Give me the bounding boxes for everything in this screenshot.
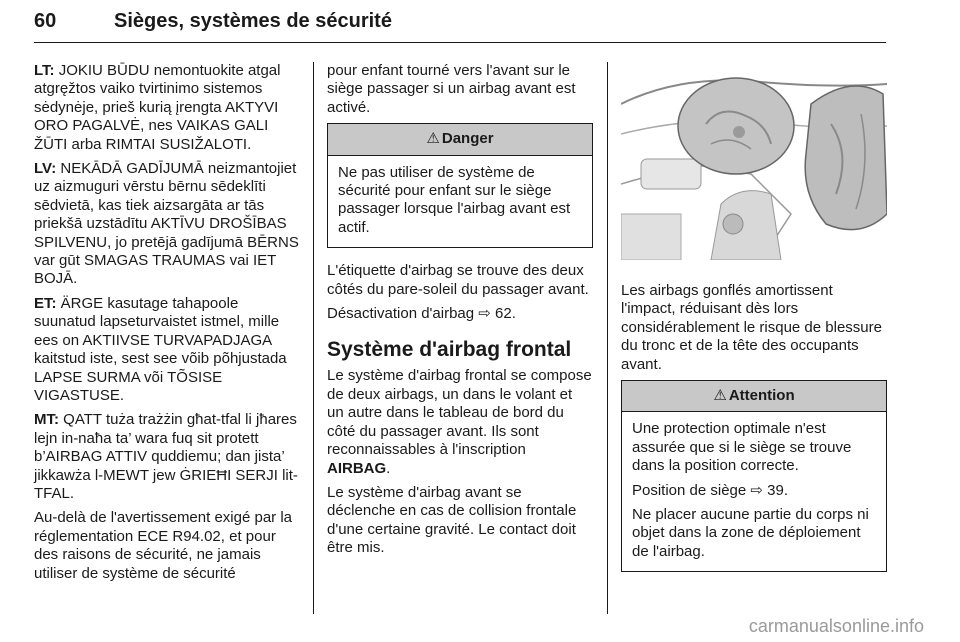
column-1: [34, 62, 300, 589]
column-divider: [313, 62, 314, 614]
section-heading: Système d'airbag frontal: [327, 338, 572, 362]
paragraph-label-location: L'étiquette d'airbag se trouve des deux côtés du pare-soleil du passager avant.: [327, 262, 589, 298]
paragraph-mt: MT: QATT tuża trażżin għat-tfal li jħares lejn in-naħa ta’ wara fuq sit protett b’AIRBAG ATTIV quddiemu; dan jista’ jikkawża l-MEWT jew ĠRIEĦI SERJI lit-TFAL.: [34, 411, 298, 502]
danger-box-header: ⚠ Danger: [328, 124, 592, 155]
airbag-illustration: [621, 64, 887, 260]
paragraph-system-desc: Le système d'airbag frontal se compose de deux airbags, un dans le volant et un autre dans le tableau de bord du côté du passager avant. Ils sont reconnaissables à l'inscription AIRBAG.: [327, 367, 592, 477]
attention-box: [621, 380, 887, 572]
warning-triangle-icon: ⚠: [713, 387, 727, 405]
danger-box-body: Ne pas utiliser de système de sécurité pour enfant sur le siège passager lorsque l'airbag avant est actif.: [338, 163, 571, 236]
attention-box-header: ⚠ Attention: [622, 381, 886, 412]
page-header: [34, 6, 886, 43]
illustration-caption: Les airbags gonflés amortissent l'impact, réduisant dès lors considérablement le risque de blessure du tronc et de la tête des occupants avant.: [621, 282, 882, 373]
paragraph-lv: LV: NEKĀDĀ GADĪJUMĀ neizmantojiet uz aizmuguri vērstu bērnu sēdeklīti sēdvietā, kas tiek aizsargāta ar tās priekšā uzstādītu AKTĪVU DROŠĪBAS SPILVENU, jo pretējā gadījumā BĒRNS var gūt SMAGAS TRAUMAS vai IET BOJĀ.: [34, 160, 299, 288]
column-divider: [607, 62, 608, 614]
warning-triangle-icon: ⚠: [426, 130, 440, 148]
column-3: [621, 62, 887, 586]
paragraph-ece: Au-delà de l'avertissement exigé par la réglementation ECE R94.02, et pour des raisons de sécurité, ne jamais utiliser de système de sécurité: [34, 509, 293, 582]
watermark: carmanualsonline.info: [748, 616, 924, 636]
attention-box-body: Une protection optimale n'est assurée que si le siège se trouve dans la position correcte. Position de siège ⇨ 39. Ne placer aucune partie du corps ni objet dans la zone de déploiement de l'airbag.: [632, 420, 869, 560]
page-number: 60: [34, 10, 57, 32]
paragraph-et: ET: ÄRGE kasutage tahapoole suunatud lapseturvaistet istmel, mille ees on AKTIIVSE TURVAPADJAGA kaitstud iste, sest see võib põhjustada LAPSE SURMA või TÕSISE VIGASTUSE.: [34, 294, 287, 404]
danger-box: [327, 123, 593, 248]
paragraph-lt: LT: JOKIU BŪDU nemontuokite atgal atgręžtos vaiko tvirtinimo sistemos sėdynėje, prieš kurią įrengta AKTYVI ORO PAGALVĖ, nes VAIKAS GALI ŽŪTI arba RIMTAI SUSIŽALOTI.: [34, 62, 281, 153]
column-2: [327, 62, 593, 564]
paragraph-intro: pour enfant tourné vers l'avant sur le siège passager si un airbag avant est activé.: [327, 62, 576, 116]
paragraph-deployment: Le système d'airbag avant se déclenche en cas de collision frontale d'une certaine gravité. Le contact doit être mis.: [327, 483, 577, 557]
paragraph-deactivation-ref: Désactivation d'airbag ⇨ 62.: [327, 305, 516, 323]
page-title: Sièges, systèmes de sécurité: [114, 10, 392, 32]
